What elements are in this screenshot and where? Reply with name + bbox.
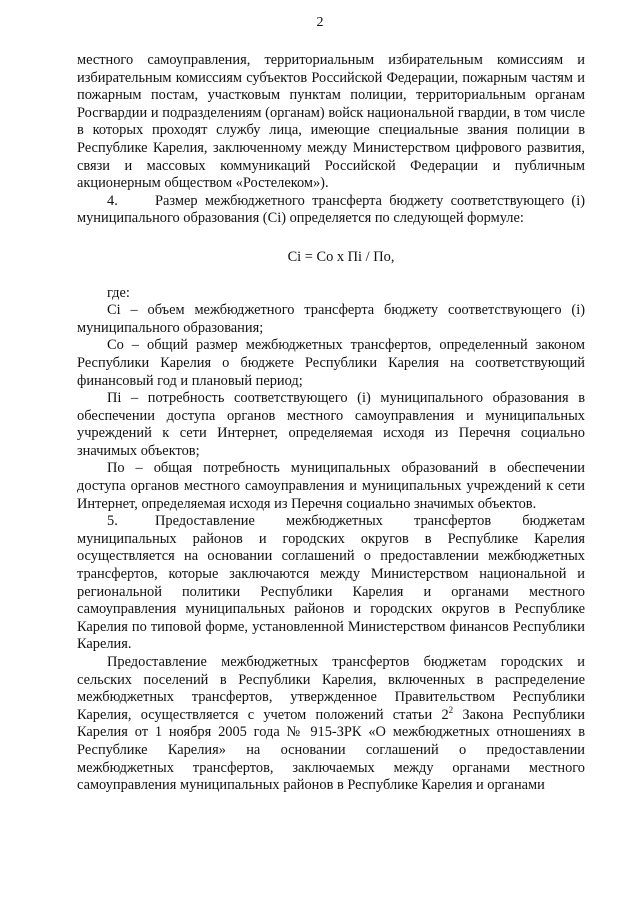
definition-pi: Пi – потребность соответствующего (i) муниципального образования в обеспечении доступа органов местного самоуправления и муниципальных учреждений к сети Интернет, определяемая исходя из Перечня социально значимых объектов; xyxy=(77,390,585,459)
formula: Ci = Co x Пi / По, xyxy=(287,248,395,265)
item-5-number: 5. xyxy=(107,513,118,530)
item-4-paragraph xyxy=(77,193,585,228)
item-4-text: Размер межбюджетного трансферта бюджету соответствующего (i) муниципального образования (Ci) определяется по следующей формуле: xyxy=(77,192,585,227)
item-4-number: 4. xyxy=(107,192,118,209)
article-superscript: 2 xyxy=(448,704,454,715)
settlements-text-after: Закона Республики Карелия от 1 ноября 2005 года № 915-ЗРК «О межбюджетных отношениях в Республике Карелия» на основании соглашений о предоставлении межбюджетных трансфертов, заключаемых между органами местного самоуправления муниципальных районов в Республике Карелия и органами xyxy=(77,706,586,794)
item-5-text: Предоставление межбюджетных трансфертов бюджетам муниципальных районов и городских округов в Республике Карелия осуществляется на основании соглашений о предоставлении межбюджетных трансфертов, которые заключаются между Министерством национальной и региональной политики Республики Карелия и органами местного самоуправления муниципальных районов и городских округов в Республике Карелия по типовой форме, установленной Министерством финансов Республики Карелия. xyxy=(77,513,585,653)
definition-ci: Ci – объем межбюджетного трансферта бюджету соответствующего (i) муниципального образования; xyxy=(77,302,585,336)
where-label: где: xyxy=(107,284,130,301)
settlements-paragraph xyxy=(77,654,585,795)
definition-co: Co – общий размер межбюджетных трансфертов, определенный законом Республики Карелия о бюджете Республики Карелия на соответствующий финансовый год и плановый период; xyxy=(77,337,585,389)
continuation-paragraph: местного самоуправления, территориальным избирательным комиссиям и избирательным комиссиям субъектов Российской Федерации, пожарным частям и пожарным постам, участковым пунктам полиции, территориальным органам Росгвардии и подразделениям (органам) войск национальной гвардии, в том числе в которых проходят службу лица, имеющие специальные звания полиции в Республике Карелия, заключенному между Министерством цифрового развития, связи и массовых коммуникаций Российской Федерации и публичным акционерным обществом «Ростелеком»). xyxy=(77,52,585,192)
document-body xyxy=(77,52,585,795)
definition-po: По – общая потребность муниципальных образований в обеспечении доступа органов местного самоуправления и муниципальных учреждений к сети Интернет, определяемая исходя из Перечня социально значимых объектов. xyxy=(77,460,585,512)
item-5-paragraph xyxy=(77,513,585,654)
page-number: 2 xyxy=(316,15,324,30)
settlements-text-before: Предоставление межбюджетных трансфертов бюджетам городских и сельских поселений в Республики Карелия, включенных в распределение межбюджетных трансфертов, утвержденное Правительством Республики Карелия, осуществляется с учетом положений статьи 2 xyxy=(77,654,585,723)
